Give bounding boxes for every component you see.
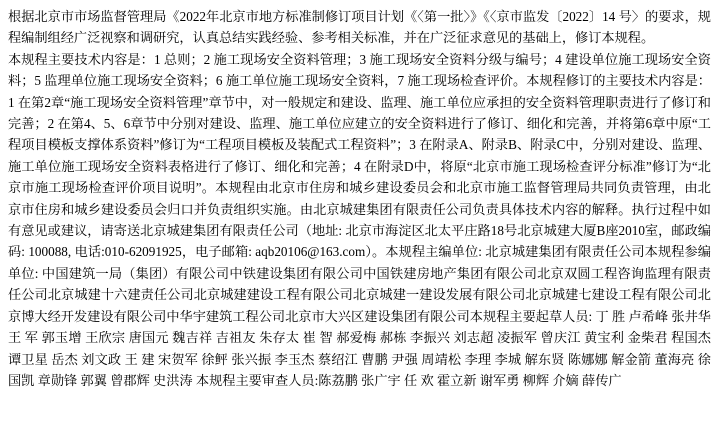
paragraph-2: 本规程主要技术内容是：1 总则；2 施工现场安全资料管理；3 施工现场安全资料分级与编号；4 建设单位施工现场安全资料；5 监理单位施工现场安全资料；6 施工单位施工现场安全资料，7 施工现场检查评价。本规程修订的主要技术内容是：1 在第2章“施工现场安全资料管理”章节中，对一般规定和建设、监理、施工单位应承担的安全资料管理职责进行了修订和完善；2 在第4、5、6章节中分别对建设、监理、施工单位应建立的安全资料进行了修订、细化和完善，并将第6章中原“工程项目模板支撑体系资料”修订为“工程项目模板及装配式工程资料”；3 在附录A、附录B、附录C中，分别对建设、监理、施工单位施工现场安全资料表格进行了修订、细化和完善；4 在附录D中，将原“北京市施工现场检查评分标准”修订为“北京市施工现场检查评价项目说明”。本规程由北京市住房和城乡建设委员会和北京市施工监督管理局共同负责管理，由北京市住房和城乡建设委员会归口并负责组织实施。由北京城建集团有限责任公司负责具体技术内容的解释。执行过程中如有意见或建议，请寄送北京城建集团有限责任公司（地址: 北京市海淀区北太平庄路18号北京城建大厦B座2010室，邮政编码: 100088, 电话:010-62091925，电子邮箱: aqb20106@163.com）。本规程主编单位: 北京城建集团有限责任公司本规程参编单位: 中国建筑一局（集团）有限公司中铁建设集团有限公司中国铁建房地产集团有限公司北京双圆工程咨询监理有限责任公司北京城建十六建责任公司北京城建建设工程有限公司北京城建一建设发展有限公司北京城建七建设工程有限公司北京博大经开发建设有限公司中华宇建筑工程公司北京市大兴区建设集团有限公司本规程主要起草人员: 丁 胜 卢希峰 张井华 王 军 郭玉增 王欣宗 唐国元 魏吉祥 吉祖友 朱存太 崔 智 郝爱梅 郝栋 李振兴 刘志超 凌振军 曾庆江 黄宝利 金柴君 程国杰 谭卫星 岳杰 刘文政 王 建 宋贺军 徐鲆 张兴振 李玉杰 蔡绍江 曹鹏 尹强 周靖松 李理 李城 解东贤 陈娜娜 解金箭 董海亮 徐国凯 章勋锋 郭翼 曾郡辉 史洪涛 本规程主要审查人员:陈荔鹏 张广宇 任 欢 霍立新 谢军勇 柳辉 介嫡 薛传广 xyxy=(8,51,711,388)
document-body xyxy=(8,6,711,391)
paragraph-1: 根据北京市市场监督管理局《2022年北京市地方标准制修订项目计划《〈第一批〉》《〈京市监发〔2022〕14 号〉的要求，规程编制组经广泛视察和调研究，认真总结实践经验、参考相关标准，并在广泛征求意见的基础上，修订本规程。 xyxy=(8,9,711,46)
